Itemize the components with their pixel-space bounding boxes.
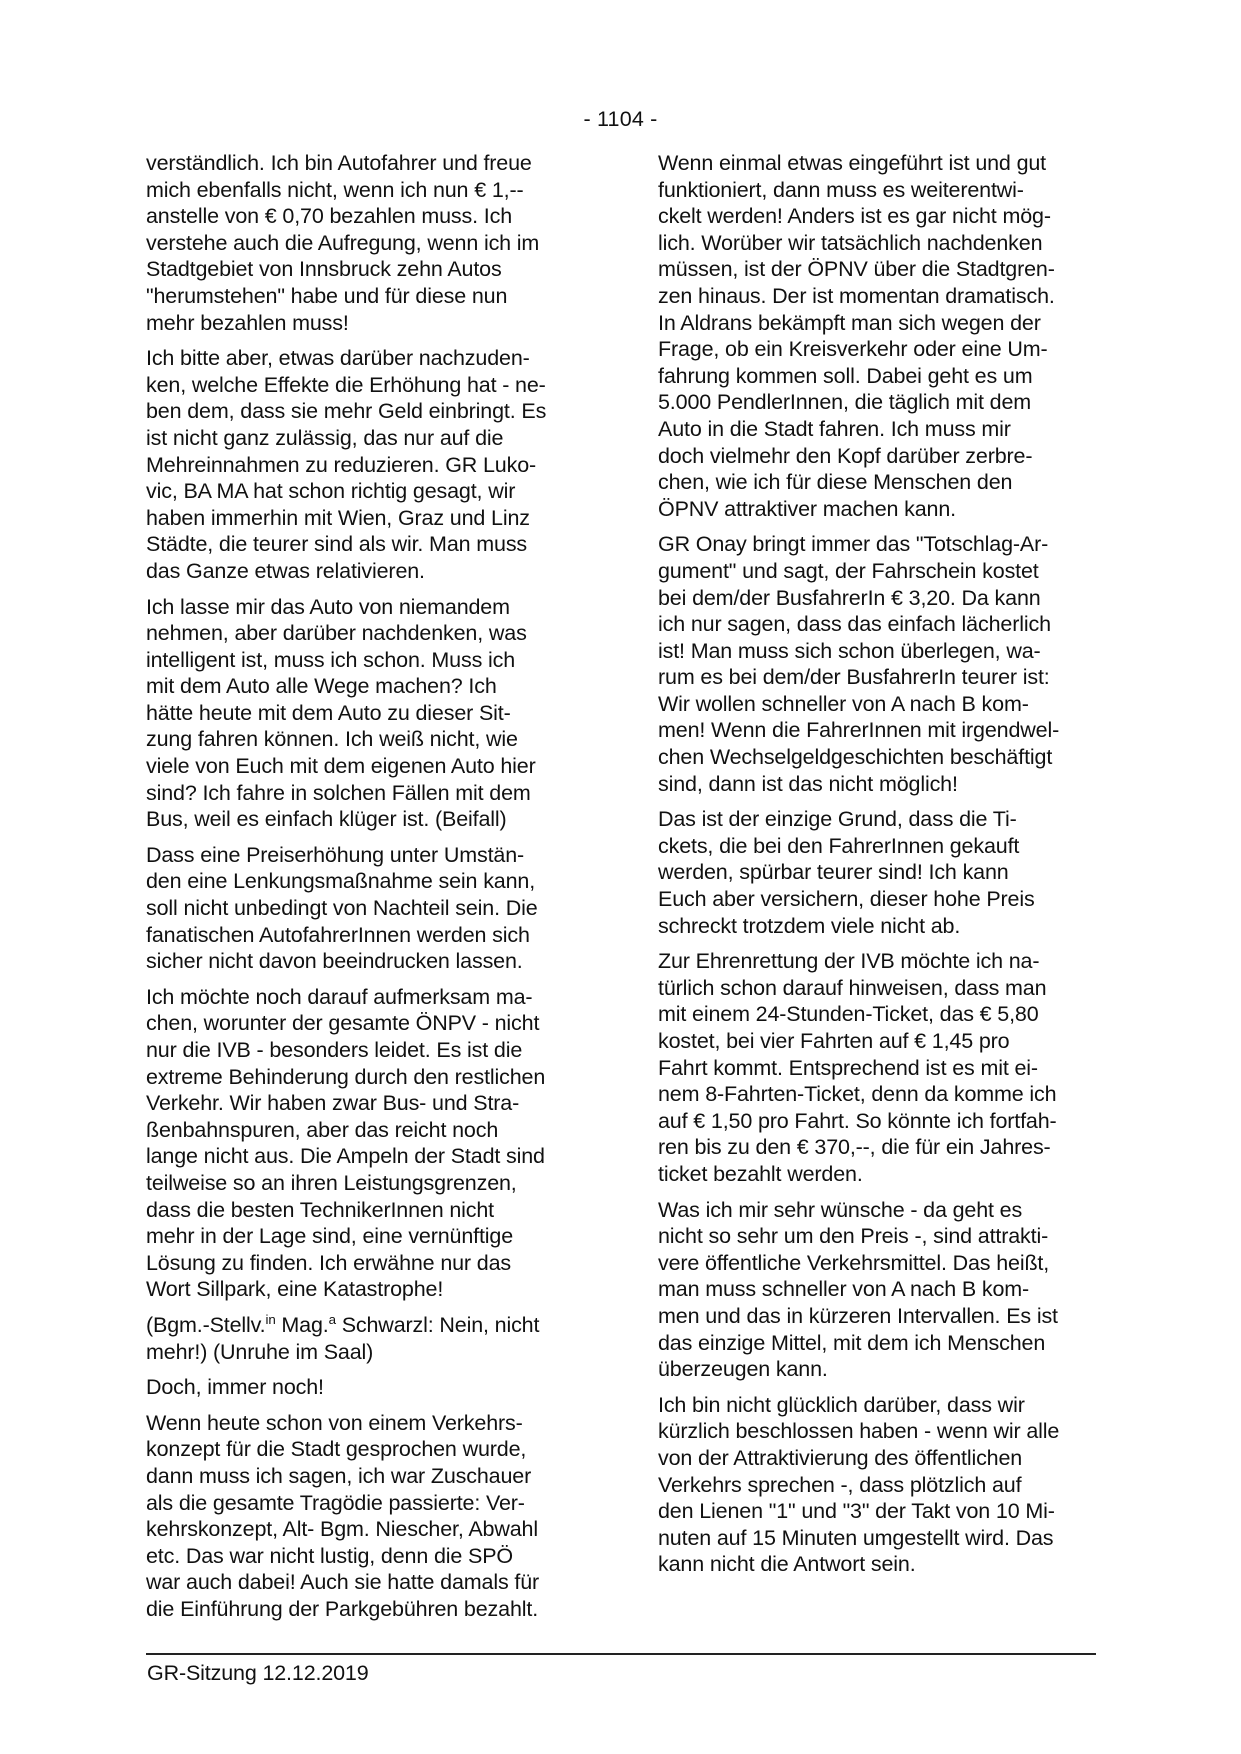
text-line: ckets, die bei den FahrerInnen gekauft [658, 833, 1020, 858]
superscript-run: in [265, 1311, 276, 1327]
text-line: zen hinaus. Der ist momentan dramatisch. [658, 283, 1055, 308]
paragraph [146, 150, 596, 336]
text-line: Städte, die teurer sind als wir. Man muss [146, 532, 528, 557]
text-line: ßenbahnspuren, aber das reicht noch [146, 1117, 499, 1142]
text-column-right [658, 150, 1113, 1587]
text-line: etc. Das war nicht lustig, denn die SPÖ [146, 1543, 513, 1568]
text-line: ben dem, dass sie mehr Geld einbringt. Es [146, 399, 547, 424]
text-line: mehr in der Lage sind, eine vernünftige [146, 1224, 514, 1249]
text-line: auf € 1,50 pro Fahrt. So könnte ich fortfah- [658, 1108, 1057, 1133]
text-line: den eine Lenkungsmaßnahme sein kann, [146, 869, 536, 894]
text-column-left [146, 150, 596, 1631]
text-line: türlich schon darauf hinweisen, dass man [658, 975, 1047, 1000]
text-line: rum es bei dem/der BusfahrerIn teurer ist: [658, 665, 1050, 690]
text-line: kostet, bei vier Fahrten auf € 1,45 pro [658, 1029, 1010, 1053]
text-line: ticket bezahlt werden. [658, 1161, 863, 1186]
text-line: Verkehrs sprechen -, dass plötzlich auf [658, 1472, 1022, 1497]
paragraph [146, 984, 596, 1303]
text-line: men und das in kürzeren Intervallen. Es ist [658, 1303, 1058, 1328]
text-line: mehr bezahlen muss! [146, 310, 349, 335]
text-line: verständlich. Ich bin Autofahrer und freue [146, 151, 532, 175]
text-line: Bus, weil es einfach klüger ist. (Beifall) [146, 807, 507, 832]
text-line: Frage, ob ein Kreisverkehr oder eine Um- [658, 337, 1048, 362]
text-line: anstelle von € 0,70 bezahlen muss. Ich [146, 204, 513, 229]
text-line: nehmen, aber darüber nachdenken, was [146, 621, 527, 646]
text-line: extreme Behinderung durch den restlichen [146, 1064, 546, 1089]
text-line: werden, spürbar teurer sind! Ich kann [658, 860, 1009, 885]
text-line: chen Wechselgeldgeschichten beschäftigt [658, 745, 1053, 770]
text-line: kürzlich beschlossen haben - wenn wir alle [658, 1419, 1060, 1444]
paragraph [146, 594, 596, 833]
text-line: Wort Sillpark, eine Katastrophe! [146, 1277, 444, 1302]
text-line: zung fahren können. Ich weiß nicht, wie [146, 727, 518, 752]
text-run: Schwarzl: Nein, nicht [335, 1312, 540, 1337]
text-line: vere öffentliche Verkehrsmittel. Das heißt, [658, 1250, 1050, 1275]
text-line: ist! Man muss sich schon überlegen, wa- [658, 638, 1041, 663]
text-line: Euch aber versichern, dieser hohe Preis [658, 887, 1035, 912]
text-line: ÖPNV attraktiver machen kann. [658, 496, 956, 521]
text-line: die Einführung der Parkgebühren bezahlt. [146, 1596, 539, 1621]
page-number: - 1104 - [583, 107, 658, 131]
text-line: Ich möchte noch darauf aufmerksam ma- [146, 984, 533, 1009]
text-line: ren bis zu den € 370,--, die für ein Jahres- [658, 1135, 1051, 1160]
text-line: Das ist der einzige Grund, dass die Ti- [658, 807, 1017, 832]
text-line: Ich bitte aber, etwas darüber nachzuden- [146, 346, 530, 371]
text-line: Stadtgebiet von Innsbruck zehn Autos [146, 257, 502, 282]
paragraph [658, 1197, 1113, 1383]
text-line: sind, dann ist das nicht möglich! [658, 771, 958, 796]
text-run: (Bgm.-Stellv. [146, 1312, 266, 1337]
text-line: sicher nicht davon beeindrucken lassen. [146, 949, 523, 974]
text-run: Mag. [275, 1312, 329, 1337]
paragraph [658, 806, 1113, 939]
text-line: Lösung zu finden. Ich erwähne nur das [146, 1250, 511, 1275]
text-line: Doch, immer noch! [146, 1375, 324, 1400]
text-line: hätte heute mit dem Auto zu dieser Sit- [146, 700, 511, 725]
text-line: den Lienen "1" und "3" der Takt von 10 Mi- [658, 1499, 1055, 1524]
text-line: Auto in die Stadt fahren. Ich muss mir [658, 416, 1011, 441]
paragraph [658, 1392, 1113, 1578]
footer-session-label: GR-Sitzung 12.12.2019 [147, 1661, 369, 1685]
text-line: man muss schneller von A nach B kom- [658, 1277, 1030, 1302]
text-line: funktioniert, dann muss es weiterentwi- [658, 177, 1024, 202]
text-line: ist nicht ganz zulässig, das nur auf die [146, 425, 504, 450]
text-line: chen, worunter der gesamte ÖNPV - nicht [146, 1011, 540, 1036]
text-line: nicht so sehr um den Preis -, sind attrakti- [658, 1224, 1049, 1249]
superscript-run: a [328, 1311, 336, 1327]
text-line: dass die besten TechnikerInnen nicht [146, 1197, 494, 1222]
text-line: Ich lasse mir das Auto von niemandem [146, 594, 510, 619]
text-line: nem 8-Fahrten-Ticket, denn da komme ich [658, 1082, 1057, 1107]
text-line: ken, welche Effekte die Erhöhung hat - ne- [146, 372, 546, 397]
text-line: schreckt trotzdem viele nicht ab. [658, 913, 961, 938]
text-line: mich ebenfalls nicht, wenn ich nun € 1,-- [146, 177, 524, 202]
text-line: sind? Ich fahre in solchen Fällen mit dem [146, 780, 531, 805]
text-line: bei dem/der BusfahrerIn € 3,20. Da kann [658, 585, 1041, 610]
text-line: das Ganze etwas relativieren. [146, 558, 425, 583]
text-line: 5.000 PendlerInnen, die täglich mit dem [658, 390, 1032, 415]
text-line: verstehe auch die Aufregung, wenn ich im [146, 230, 540, 255]
text-line: Wenn heute schon von einem Verkehrs- [146, 1410, 523, 1435]
text-line: Verkehr. Wir haben zwar Bus- und Stra- [146, 1091, 520, 1116]
text-line: lange nicht aus. Die Ampeln der Stadt sind [146, 1144, 545, 1169]
text-line: nur die IVB - besonders leidet. Es ist die [146, 1038, 523, 1062]
text-line: gument" und sagt, der Fahrschein kostet [658, 558, 1039, 583]
text-line: doch vielmehr den Kopf darüber zerbre- [658, 443, 1033, 468]
text-line: von der Attraktivierung des öffentlichen [658, 1445, 1023, 1470]
text-line: Was ich mir sehr wünsche - da geht es [658, 1197, 1023, 1222]
text-line: haben immerhin mit Wien, Graz und Linz [146, 505, 530, 530]
footer-divider [146, 1653, 1096, 1655]
paragraph [146, 842, 596, 975]
text-line: mehr!) (Unruhe im Saal) [146, 1339, 374, 1364]
text-line: lich. Worüber wir tatsächlich nachdenken [658, 230, 1043, 255]
text-line: teilweise so an ihren Leistungsgrenzen, [146, 1170, 517, 1195]
text-line: mit dem Auto alle Wege machen? Ich [146, 674, 497, 699]
text-line: das einzige Mittel, mit dem ich Menschen [658, 1330, 1046, 1355]
text-line: vic, BA MA hat schon richtig gesagt, wir [146, 479, 516, 504]
text-line: kann nicht die Antwort sein. [658, 1552, 916, 1577]
text-line: mit einem 24-Stunden-Ticket, das € 5,80 [658, 1002, 1039, 1027]
text-line: ich nur sagen, dass das einfach lächerlich [658, 612, 1051, 637]
text-line: In Aldrans bekämpft man sich wegen der [658, 310, 1041, 335]
text-line: "herumstehen" habe und für diese nun [146, 283, 508, 308]
text-line: soll nicht unbedingt von Nachteil sein. Die [146, 896, 538, 921]
text-line: nuten auf 15 Minuten umgestellt wird. Das [658, 1525, 1054, 1550]
text-line: fahrung kommen soll. Dabei geht es um [658, 363, 1033, 388]
text-line: GR Onay bringt immer das "Totschlag-Ar- [658, 532, 1049, 557]
text-line: ckelt werden! Anders ist es gar nicht mög- [658, 204, 1051, 229]
text-line: dann muss ich sagen, ich war Zuschauer [146, 1463, 532, 1488]
paragraph [658, 150, 1113, 522]
text-line: Ich bin nicht glücklich darüber, dass wir [658, 1392, 1025, 1417]
text-line: müssen, ist der ÖPNV über die Stadtgren- [658, 257, 1055, 282]
text-line: Zur Ehrenrettung der IVB möchte ich na- [658, 949, 1040, 974]
paragraph [658, 948, 1113, 1187]
paragraph [146, 1374, 596, 1401]
text-line: chen, wie ich für diese Menschen den [658, 470, 1013, 495]
paragraph [658, 531, 1113, 797]
text-line: fanatischen AutofahrerInnen werden sich [146, 922, 530, 947]
text-line: viele von Euch mit dem eigenen Auto hier [146, 754, 536, 779]
paragraph [146, 1312, 596, 1365]
text-line [146, 1312, 596, 1339]
text-line: Dass eine Preiserhöhung unter Umstän- [146, 842, 525, 867]
text-line: überzeugen kann. [658, 1357, 828, 1382]
paragraph [146, 345, 596, 584]
text-line: kehrskonzept, Alt- Bgm. Niescher, Abwahl [146, 1517, 538, 1542]
text-line: Mehreinnahmen zu reduzieren. GR Luko- [146, 452, 537, 477]
text-line: Fahrt kommt. Entsprechend ist es mit ei- [658, 1055, 1038, 1080]
text-line: Wenn einmal etwas eingeführt ist und gut [658, 151, 1047, 175]
text-line: men! Wenn die FahrerInnen mit irgendwel- [658, 718, 1060, 743]
text-line: war auch dabei! Auch sie hatte damals für [146, 1570, 540, 1595]
text-line: als die gesamte Tragödie passierte: Ver- [146, 1490, 525, 1515]
text-line: intelligent ist, muss ich schon. Muss ich [146, 647, 516, 672]
paragraph [146, 1410, 596, 1623]
text-line: konzept für die Stadt gesprochen wurde, [146, 1437, 527, 1462]
text-line: Wir wollen schneller von A nach B kom- [658, 691, 1029, 716]
